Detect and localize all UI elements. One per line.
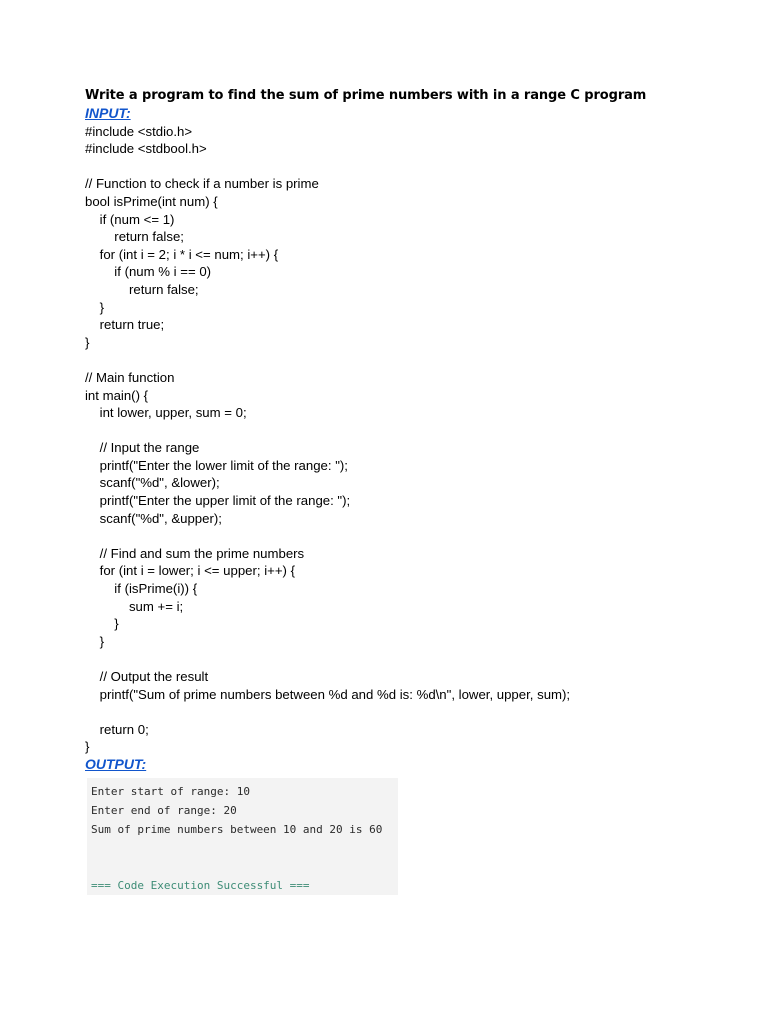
code-line: return 0; bbox=[85, 721, 149, 737]
document-page bbox=[85, 87, 725, 895]
code-line: sum += i; bbox=[85, 598, 184, 614]
code-line: } bbox=[85, 633, 105, 649]
code-line: printf("Sum of prime numbers between %d and %d is: %d\n", lower, upper, sum); bbox=[85, 686, 571, 702]
code-line: // Function to check if a number is prime bbox=[85, 176, 319, 192]
code-line: if (isPrime(i)) { bbox=[85, 581, 198, 597]
code-line: for (int i = lower; i <= upper; i++) { bbox=[85, 563, 296, 579]
code-line: } bbox=[85, 299, 105, 315]
code-line bbox=[85, 158, 725, 176]
code-line: return false; bbox=[85, 229, 184, 245]
code-line: for (int i = 2; i * i <= num; i++) { bbox=[85, 246, 279, 262]
code-line: if (num % i == 0) bbox=[85, 264, 212, 280]
code-line bbox=[85, 703, 725, 721]
code-line: } bbox=[85, 334, 90, 350]
console-spacer bbox=[91, 839, 398, 876]
execution-status: === Code Execution Successful === bbox=[91, 878, 310, 892]
code-line: // Main function bbox=[85, 369, 175, 385]
code-line: scanf("%d", &upper); bbox=[85, 510, 222, 526]
code-line: scanf("%d", &lower); bbox=[85, 475, 220, 491]
code-line: // Input the range bbox=[85, 440, 200, 456]
code-line: #include <stdbool.h> bbox=[85, 141, 207, 157]
code-line: return false; bbox=[85, 281, 199, 297]
code-line: printf("Enter the upper limit of the range: "); bbox=[85, 493, 351, 509]
code-line: int main() { bbox=[85, 387, 149, 403]
console-line: Enter start of range: 10 bbox=[91, 784, 250, 798]
console-line: Enter end of range: 20 bbox=[91, 803, 237, 817]
code-line bbox=[85, 422, 725, 440]
code-line: } bbox=[85, 739, 90, 755]
code-line: // Output the result bbox=[85, 669, 209, 684]
code-line: if (num <= 1) bbox=[85, 211, 175, 227]
code-line: int lower, upper, sum = 0; bbox=[85, 405, 247, 421]
console-output-panel bbox=[87, 778, 398, 895]
code-line: return true; bbox=[85, 317, 165, 333]
code-line bbox=[85, 650, 725, 668]
code-line: // Find and sum the prime numbers bbox=[85, 545, 305, 561]
code-line: printf("Enter the lower limit of the range: "); bbox=[85, 457, 348, 473]
console-line: Sum of prime numbers between 10 and 20 is 60 bbox=[91, 822, 383, 836]
source-code-block bbox=[85, 123, 725, 756]
input-section-label: INPUT: bbox=[85, 105, 131, 121]
code-line: #include <stdio.h> bbox=[85, 123, 193, 139]
code-line: } bbox=[85, 616, 119, 632]
document-title: Write a program to find the sum of prime numbers with in a range C program bbox=[85, 88, 647, 103]
code-line bbox=[85, 351, 725, 369]
code-line bbox=[85, 527, 725, 545]
output-section-label: OUTPUT: bbox=[85, 755, 147, 772]
code-line: bool isPrime(int num) { bbox=[85, 193, 218, 209]
